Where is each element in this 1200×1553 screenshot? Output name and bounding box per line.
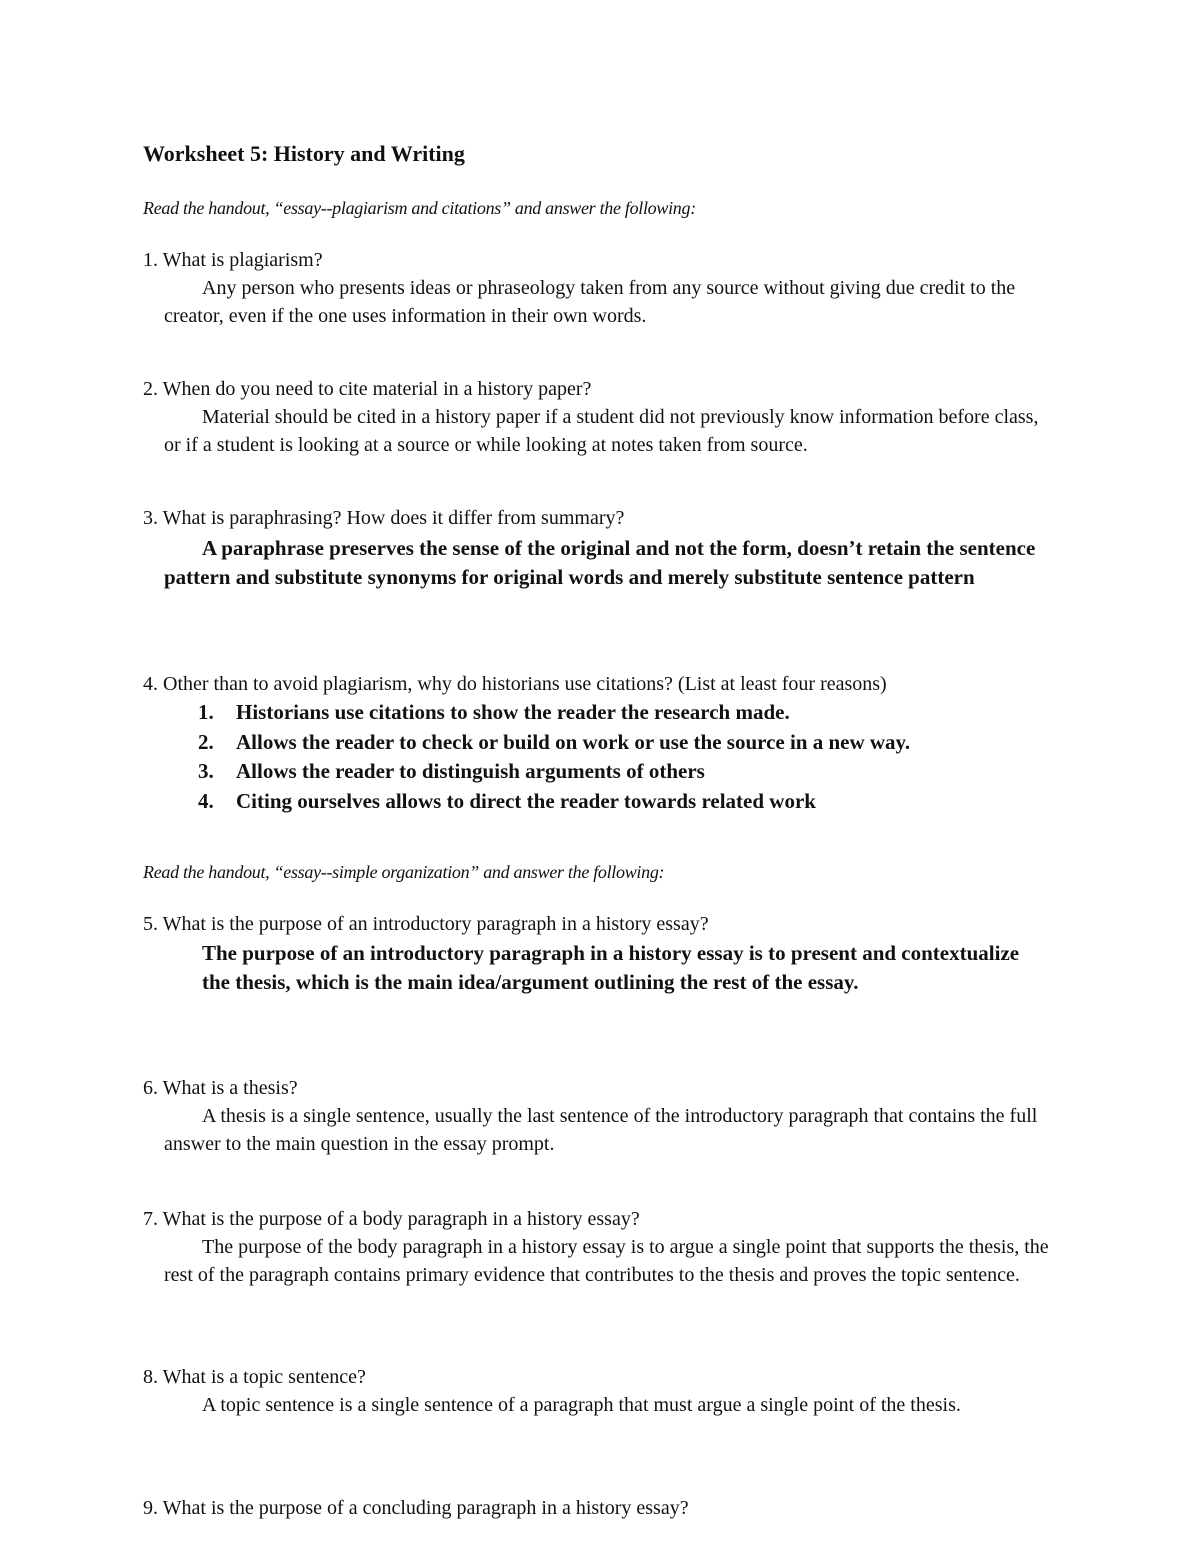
answer-4-item-number: 3. <box>198 759 214 783</box>
question-6: 6. What is a thesis? <box>143 1077 298 1099</box>
answer-4-item-text: Allows the reader to check or build on work or use the source in a new way. <box>236 729 911 754</box>
question-9: 9. What is the purpose of a concluding paragraph in a history essay? <box>143 1497 689 1519</box>
answer-7: The purpose of the body paragraph in a history essay is to argue a single point that supports the thesis, the rest of the paragraph contains primary evidence that contributes to the thesis and proves the topic sentence. <box>164 1236 1049 1286</box>
answer-5: The purpose of an introductory paragraph in a history essay is to present and contextualize the thesis, which is the main idea/argument outlining the rest of the essay. <box>202 941 1020 994</box>
answer-2: Material should be cited in a history paper if a student did not previously know information before class, or if a student is looking at a source or while looking at notes taken from source. <box>164 406 1039 456</box>
answer-4-item <box>198 698 910 728</box>
question-4: 4. Other than to avoid plagiarism, why do historians use citations? (List at least four reasons) <box>143 673 887 695</box>
answer-4-item <box>198 787 910 817</box>
answer-4-item <box>198 757 910 787</box>
question-5: 5. What is the purpose of an introductory paragraph in a history essay? <box>143 913 709 935</box>
answer-4-item-number: 2. <box>198 729 214 754</box>
answer-4-item-number: 4. <box>198 788 214 813</box>
answer-8: A topic sentence is a single sentence of a paragraph that must argue a single point of the thesis. <box>202 1394 961 1416</box>
answer-6: A thesis is a single sentence, usually the last sentence of the introductory paragraph that contains the full answer to the main question in the essay prompt. <box>164 1105 1038 1155</box>
section-instruction-organization: Read the handout, “essay--simple organization” and answer the following: <box>143 862 665 882</box>
answer-4-item-text: Allows the reader to distinguish arguments of others <box>236 759 705 783</box>
answer-3: A paraphrase preserves the sense of the original and not the form, doesn’t retain the sentence pattern and substitute synonyms for original words and merely substitute sentence pattern <box>164 536 1036 589</box>
question-3: 3. What is paraphrasing? How does it differ from summary? <box>143 507 625 529</box>
question-1: 1. What is plagiarism? <box>143 249 323 271</box>
answer-4-item <box>198 728 910 758</box>
answer-4-item-text: Historians use citations to show the reader the research made. <box>236 700 790 724</box>
answer-1: Any person who presents ideas or phraseology taken from any source without giving due credit to the creator, even if the one uses information in their own words. <box>164 277 1016 327</box>
question-2: 2. When do you need to cite material in a history paper? <box>143 378 592 400</box>
answer-4-item-number: 1. <box>198 700 214 724</box>
question-8: 8. What is a topic sentence? <box>143 1366 366 1388</box>
page-title: Worksheet 5: History and Writing <box>143 141 465 166</box>
section-instruction-plagiarism: Read the handout, “essay--plagiarism and citations” and answer the following: <box>143 198 696 218</box>
answer-4-item-text: Citing ourselves allows to direct the reader towards related work <box>236 788 816 813</box>
answer-4-list <box>198 698 910 816</box>
question-7: 7. What is the purpose of a body paragraph in a history essay? <box>143 1208 640 1230</box>
